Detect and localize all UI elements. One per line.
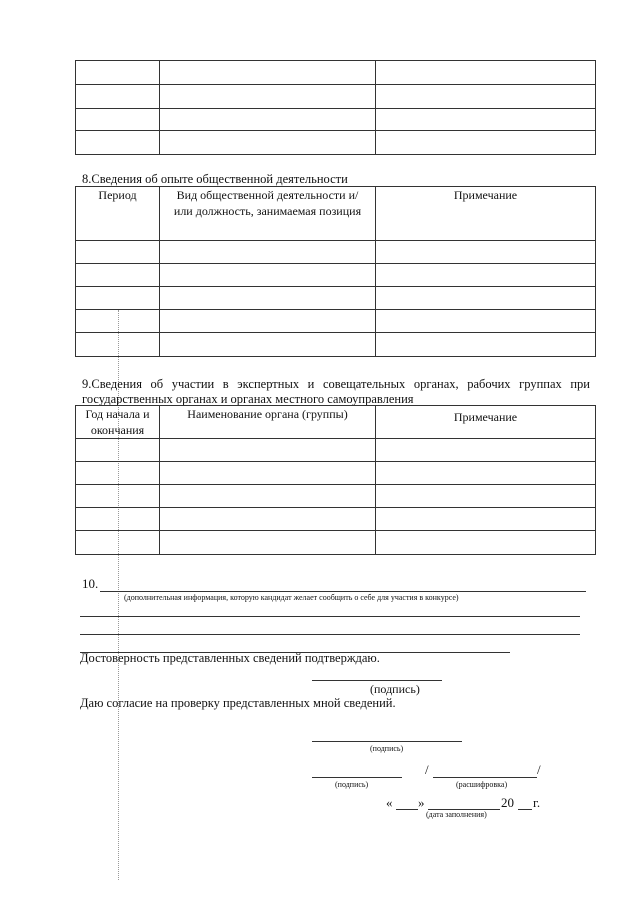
consent-text: Даю согласие на проверку представленных мной сведений.	[80, 696, 396, 710]
continuation-table	[75, 60, 596, 155]
date-label: (дата заполнения)	[426, 810, 487, 819]
table-header-row	[76, 187, 596, 241]
table-cell[interactable]	[160, 131, 376, 155]
table-cell[interactable]	[376, 462, 596, 485]
table-cell[interactable]	[376, 508, 596, 531]
table-cell[interactable]	[376, 287, 596, 310]
table-cell[interactable]	[376, 264, 596, 287]
table-cell[interactable]	[376, 109, 596, 131]
table-cell[interactable]	[160, 508, 376, 531]
column-header-years: Год начала и окончания	[76, 406, 160, 439]
table-cell[interactable]	[76, 485, 160, 508]
table-row	[76, 485, 596, 508]
table-cell[interactable]	[76, 241, 160, 264]
table-cell[interactable]	[160, 264, 376, 287]
table-cell[interactable]	[376, 439, 596, 462]
table-row	[76, 439, 596, 462]
table-cell[interactable]	[376, 310, 596, 333]
table-row	[76, 531, 596, 555]
date-day-line[interactable]	[396, 809, 418, 810]
date-year-suffix: г.	[533, 795, 541, 810]
table-cell[interactable]	[376, 333, 596, 357]
table-cell[interactable]	[160, 310, 376, 333]
table-cell[interactable]	[160, 109, 376, 131]
additional-info-hint: (дополнительная информация, которую кандидат желает сообщить о себе для участия в конкурсе)	[124, 593, 459, 602]
column-header-activity: Вид общественной деятельности и/или должность, занимаемая позиция	[160, 187, 376, 241]
column-header-period: Период	[76, 187, 160, 241]
expert-bodies-table	[75, 405, 596, 555]
consent-signature-line[interactable]	[312, 741, 462, 742]
table-row	[76, 508, 596, 531]
date-year-line[interactable]	[518, 809, 532, 810]
section-10-number: 10.	[82, 576, 99, 591]
table-cell[interactable]	[160, 439, 376, 462]
table-cell[interactable]	[160, 85, 376, 109]
table-cell[interactable]	[76, 85, 160, 109]
table-row	[76, 85, 596, 109]
table-cell[interactable]	[76, 109, 160, 131]
table-cell[interactable]	[160, 241, 376, 264]
table-cell[interactable]	[376, 531, 596, 555]
section-9-heading: 9.Сведения об участии в экспертных и совещательных органах, рабочих группах при государственных органах и органах местного самоуправления	[82, 377, 590, 406]
date-year-prefix: 20	[501, 795, 514, 810]
table-cell[interactable]	[160, 61, 376, 85]
consent-signature-label: (подпись)	[370, 744, 404, 753]
table-cell[interactable]	[76, 333, 160, 357]
table-row	[76, 109, 596, 131]
table-header-row	[76, 406, 596, 439]
decode-line[interactable]	[433, 777, 537, 778]
column-header-note: Примечание	[376, 406, 596, 439]
section-8-heading: 8.Сведения об опыте общественной деятельности	[82, 172, 348, 186]
signature-line[interactable]	[312, 680, 442, 681]
table-cell[interactable]	[76, 439, 160, 462]
table-cell[interactable]	[376, 131, 596, 155]
column-header-note: Примечание	[376, 187, 596, 241]
table-cell[interactable]	[160, 462, 376, 485]
table-row	[76, 61, 596, 85]
table-cell[interactable]	[76, 61, 160, 85]
column-header-body-name: Наименование органа (группы)	[160, 406, 376, 439]
footer-signature-label: (подпись)	[335, 780, 369, 789]
table-cell[interactable]	[376, 241, 596, 264]
table-cell[interactable]	[160, 333, 376, 357]
table-cell[interactable]	[160, 287, 376, 310]
table-row	[76, 264, 596, 287]
table-cell[interactable]	[76, 287, 160, 310]
public-activity-table	[75, 186, 596, 357]
additional-info-line[interactable]	[100, 591, 586, 592]
footer-signature-line[interactable]	[312, 777, 402, 778]
table-cell[interactable]	[160, 531, 376, 555]
additional-info-line[interactable]	[80, 634, 580, 635]
table-row	[76, 462, 596, 485]
table-cell[interactable]	[76, 264, 160, 287]
table-cell[interactable]	[76, 508, 160, 531]
table-cell[interactable]	[376, 485, 596, 508]
table-cell[interactable]	[376, 85, 596, 109]
table-cell[interactable]	[76, 462, 160, 485]
date-quote-open: «	[386, 795, 393, 810]
table-cell[interactable]	[76, 531, 160, 555]
decode-label: (расшифровка)	[456, 780, 508, 789]
slash-separator: /	[537, 762, 541, 777]
table-row	[76, 333, 596, 357]
table-cell[interactable]	[376, 61, 596, 85]
table-row	[76, 310, 596, 333]
table-cell[interactable]	[76, 131, 160, 155]
signature-label: (подпись)	[370, 682, 420, 696]
table-cell[interactable]	[76, 310, 160, 333]
table-row	[76, 287, 596, 310]
date-quote-close: »	[418, 795, 425, 810]
table-cell[interactable]	[160, 485, 376, 508]
additional-info-line[interactable]	[80, 616, 580, 617]
slash-separator: /	[425, 762, 429, 777]
table-row	[76, 241, 596, 264]
table-row	[76, 131, 596, 155]
confirmation-text: Достоверность представленных сведений подтверждаю.	[80, 651, 380, 665]
